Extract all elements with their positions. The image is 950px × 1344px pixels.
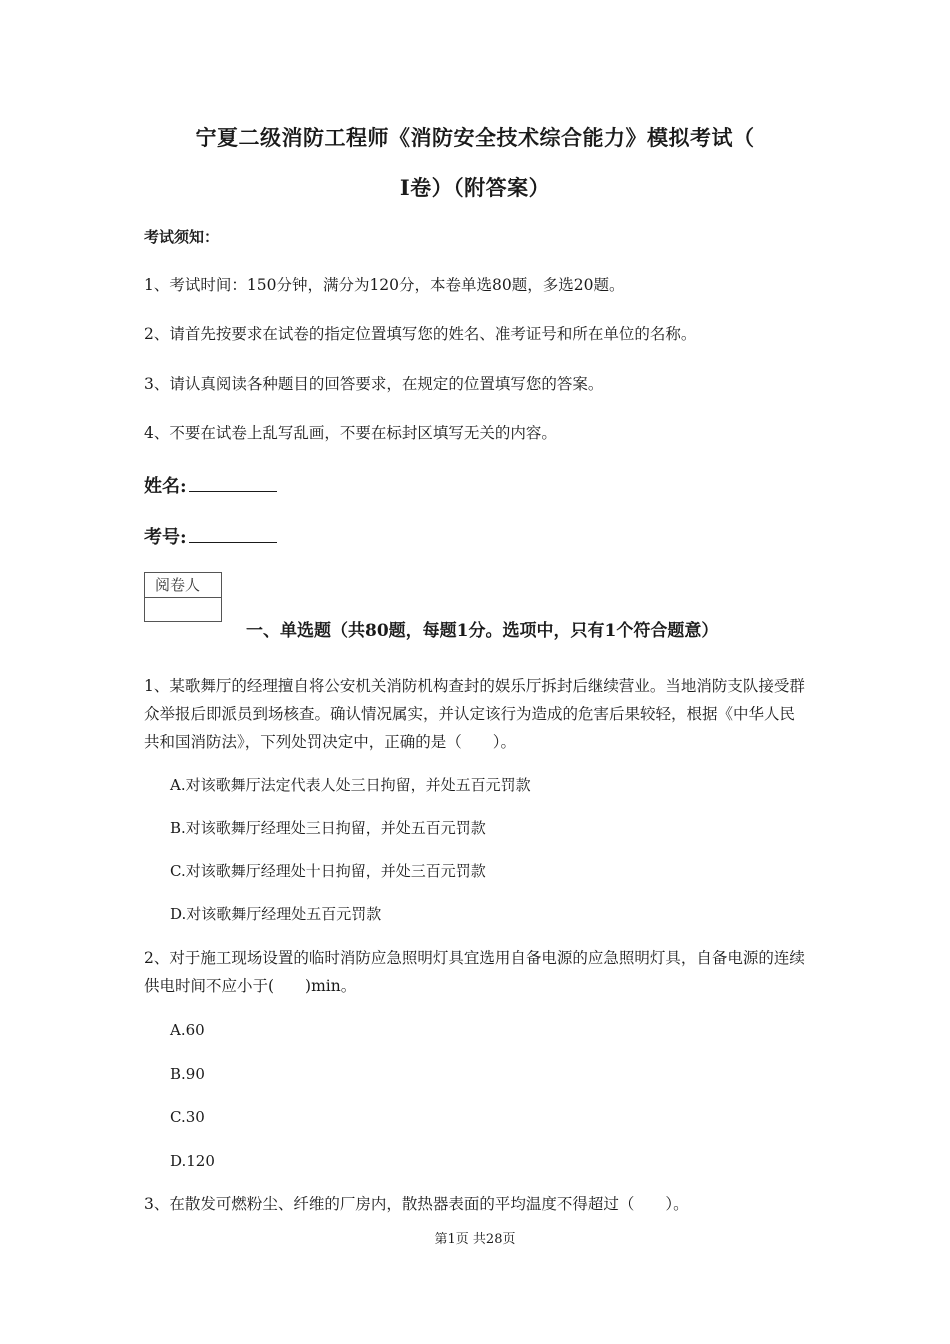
exam-id-blank-line[interactable]	[189, 524, 277, 543]
question-2-option-c: C.30	[170, 1108, 205, 1126]
question-3: 3、在散发可燃粉尘、纤维的厂房内，散热器表面的平均温度不得超过（ ）。	[144, 1195, 689, 1213]
section-heading: 一、单选题（共80题，每题1分。选项中，只有1个符合题意）	[246, 621, 719, 641]
name-field	[144, 472, 277, 498]
exam-title-line-2: I卷）（附答案）	[399, 175, 551, 200]
notice-item: 2、请首先按要求在试卷的指定位置填写您的姓名、准考证号和所在单位的名称。	[144, 325, 697, 343]
question-1-option-a: A.对该歌舞厅法定代表人处三日拘留，并处五百元罚款	[170, 776, 531, 794]
grader-box	[144, 572, 222, 622]
question-2-option-d: D.120	[170, 1152, 215, 1170]
question-1-option-c: C.对该歌舞厅经理处十日拘留，并处三百元罚款	[170, 862, 486, 880]
name-label: 姓名:	[144, 476, 187, 497]
question-2-option-a: A.60	[170, 1021, 205, 1039]
exam-id-label: 考号:	[144, 527, 187, 548]
question-1-option-b: B.对该歌舞厅经理处三日拘留，并处五百元罚款	[170, 819, 486, 837]
notice-item: 4、不要在试卷上乱写乱画，不要在标封区填写无关的内容。	[144, 424, 557, 442]
exam-title-line-1: 宁夏二级消防工程师《消防安全技术综合能力》模拟考试（	[195, 125, 755, 150]
grader-label: 阅卷人	[145, 573, 221, 598]
notice-item: 3、请认真阅读各种题目的回答要求，在规定的位置填写您的答案。	[144, 375, 604, 393]
question-1-option-d: D.对该歌舞厅经理处五百元罚款	[170, 905, 382, 923]
exam-id-field	[144, 523, 277, 549]
name-blank-line[interactable]	[189, 473, 277, 492]
question-2-option-b: B.90	[170, 1065, 205, 1083]
page-footer: 第1页 共28页	[434, 1232, 516, 1247]
notice-heading: 考试须知：	[144, 228, 220, 246]
question-2: 2、对于施工现场设置的临时消防应急照明灯具宜选用自备电源的应急照明灯具，自备电源的连续供电时间不应小于( )min。	[144, 949, 805, 995]
notice-item: 1、考试时间：150分钟，满分为120分，本卷单选80题，多选20题。	[144, 276, 625, 294]
question-1: 1、某歌舞厅的经理擅自将公安机关消防机构查封的娱乐厅拆封后继续营业。当地消防支队接受群众举报后即派员到场核查。确认情况属实，并认定该行为造成的危害后果较轻，根据《中华人民共和国消防法》，下列处罚决定中，正确的是（ ）。	[144, 677, 805, 751]
